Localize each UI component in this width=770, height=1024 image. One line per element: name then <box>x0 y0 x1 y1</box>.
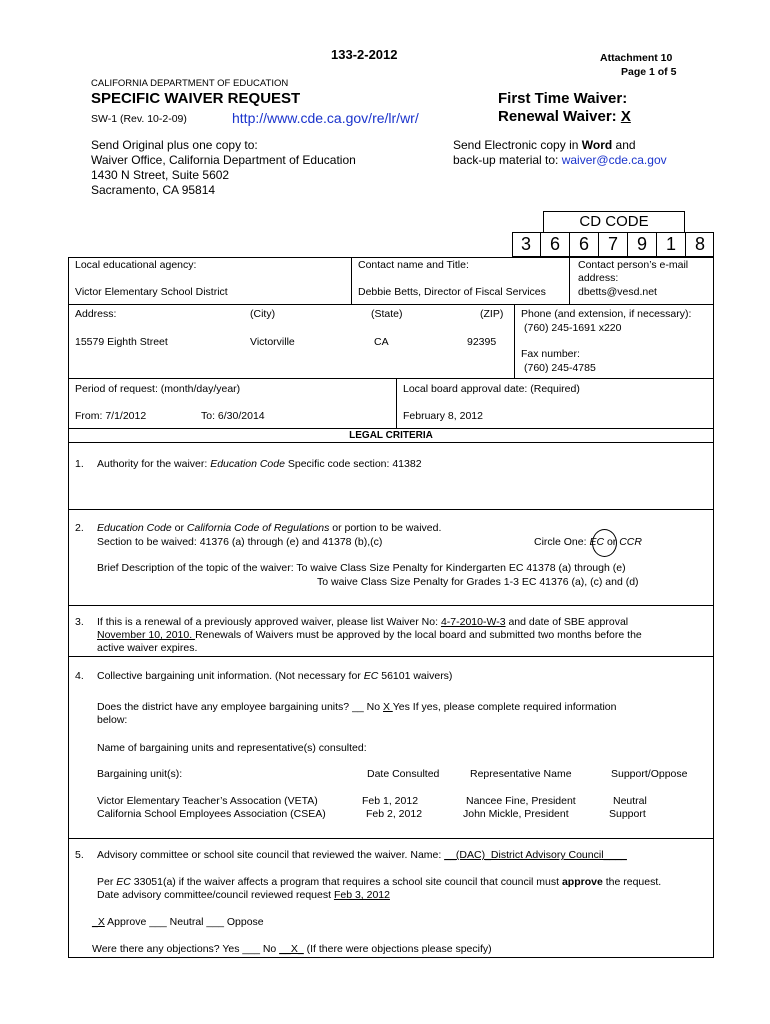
zip-value: 92395 <box>467 336 497 348</box>
send-original-line: Waiver Office, California Department of Education <box>91 153 356 167</box>
cd-code-digit: 1 <box>665 234 676 254</box>
col-bargaining-unit: Bargaining unit(s): <box>97 768 183 780</box>
bargaining-unit-name: California School Employees Association (CSEA) <box>97 808 326 820</box>
section-5-line-1: Advisory committee or school site council that reviewed the waiver. Name: __(DAC)_District Advisory Council____ <box>97 849 627 861</box>
council-review-date: Date advisory committee/council reviewed request Feb 3, 2012 <box>97 889 390 901</box>
section-2-line-2: Section to be waived: 41376 (a) through (e) and 41378 (b),(c) <box>97 536 383 548</box>
ccr-option: CCR <box>619 536 642 548</box>
section-4-line-1: Collective bargaining unit information. (Not necessary for EC 56101 waivers) <box>97 670 453 682</box>
board-approval-date: February 8, 2012 <box>403 410 483 422</box>
city-label: (City) <box>250 308 276 320</box>
brief-description-line-2: To waive Class Size Penalty for Grades 1-3 EC 41376 (a), (c) and (d) <box>317 576 639 588</box>
section-4-number: 4. <box>75 670 84 682</box>
first-time-waiver-label: First Time Waiver: <box>498 90 628 107</box>
send-original-line: Sacramento, CA 95814 <box>91 183 216 197</box>
ec-option: EC <box>589 536 605 548</box>
board-approval-label: Local board approval date: (Required) <box>403 383 580 395</box>
period-from: From: 7/1/2012 <box>75 410 147 422</box>
bargaining-date: Feb 2, 2012 <box>366 808 423 820</box>
contact-value: Debbie Betts, Director of Fiscal Services <box>358 286 546 298</box>
agency-label: Local educational agency: <box>75 259 197 271</box>
bargaining-question-line-2: below: <box>97 714 128 726</box>
cd-code-label: CD CODE <box>579 213 649 230</box>
bargaining-names-label: Name of bargaining units and representative(s) consulted: <box>97 742 367 754</box>
state-value: CA <box>374 336 389 348</box>
waiver-email-link[interactable]: waiver@cde.ca.gov <box>561 153 667 167</box>
bargaining-position: Neutral <box>613 795 647 807</box>
cde-waiver-link[interactable]: http://www.cde.ca.gov/re/lr/wr/ <box>232 110 419 126</box>
phone-value: (760) 245-1691 x220 <box>524 322 622 334</box>
cd-code-digit: 9 <box>636 234 647 254</box>
agency-value: Victor Elementary School District <box>75 286 228 298</box>
form-title: SPECIFIC WAIVER REQUEST <box>91 90 301 107</box>
objections-no-mark: __X_ <box>279 943 304 955</box>
council-review-date-value: Feb 3, 2012 <box>333 889 390 901</box>
bargaining-question: Does the district have any employee bargaining units? __ No X Yes If yes, please complete required information <box>97 701 617 713</box>
section-2-line-1: Education Code or California Code of Regulations or portion to be waived. <box>97 522 442 534</box>
cd-code-digit: 6 <box>578 234 589 254</box>
fax-label: Fax number: <box>521 348 580 360</box>
city-value: Victorville <box>250 336 295 348</box>
send-electronic-block <box>453 138 667 168</box>
street-value: 15579 Eighth Street <box>75 336 168 348</box>
advisory-council-name: __(DAC)_District Advisory Council____ <box>444 849 627 861</box>
department-name: CALIFORNIA DEPARTMENT OF EDUCATION <box>91 78 289 89</box>
email-value: dbetts@vesd.net <box>578 286 657 298</box>
page-indicator: Page 1 of 5 <box>621 66 677 78</box>
brief-description-line-1: Brief Description of the topic of the waiver: To waive Class Size Penalty for Kindergarten EC 41378 (a) through (e) <box>97 562 626 574</box>
form-revision: SW-1 (Rev. 10-2-09) <box>91 113 187 125</box>
section-5-number: 5. <box>75 849 84 861</box>
email-label: Contact person’s e-mail address: <box>578 259 689 284</box>
bargaining-unit-name: Victor Elementary Teacher’s Assocation (VETA) <box>97 795 318 807</box>
col-representative: Representative Name <box>470 768 572 780</box>
renewal-waiver-mark: X <box>620 108 631 125</box>
section-3-line-1: If this is a renewal of a previously approved waiver, please list Waiver No: 4-7-2010-W-3 and date of SBE approval <box>97 616 629 628</box>
cd-code-digit: 7 <box>607 234 618 254</box>
previous-waiver-number: 4-7-2010-W-3 <box>440 616 506 628</box>
phone-label: Phone (and extension, if necessary): <box>521 308 692 320</box>
cd-code-digit: 6 <box>549 234 560 254</box>
sbe-approval-date: November 10, 2010. <box>97 629 196 641</box>
contact-label: Contact name and Title: <box>358 259 469 271</box>
fax-value: (760) 245-4785 <box>524 362 596 374</box>
send-backup-line: back-up material to: waiver@cde.ca.gov <box>453 153 667 167</box>
col-date-consulted: Date Consulted <box>367 768 440 780</box>
bargaining-yes-mark: X <box>383 701 393 713</box>
cd-code-digit: 8 <box>694 234 705 254</box>
section-1-text: Authority for the waiver: Education Code Specific code section: 41382 <box>97 458 422 470</box>
section-3-line-3: active waiver expires. <box>97 642 198 654</box>
circle-one: Circle One: EC or CCR <box>534 536 642 548</box>
section-3-number: 3. <box>75 616 84 628</box>
address-label: Address: <box>75 308 117 320</box>
zip-label: (ZIP) <box>480 308 504 320</box>
objections-line: Were there any objections? Yes ___ No __X_ (If there were objections please specify) <box>92 943 492 955</box>
legal-criteria-heading: LEGAL CRITERIA <box>349 430 433 441</box>
council-position: _X Approve ___ Neutral ___ Oppose <box>92 916 264 928</box>
period-label: Period of request: (month/day/year) <box>75 383 241 395</box>
bargaining-date: Feb 1, 2012 <box>362 795 419 807</box>
bargaining-representative: Nancee Fine, President <box>466 795 576 807</box>
cd-code-digit: 3 <box>520 234 531 254</box>
section-5-per-ec: Per EC 33051(a) if the waiver affects a program that requires a school site council that council must approve the request. <box>97 876 662 888</box>
period-to: To: 6/30/2014 <box>201 410 265 422</box>
send-electronic-line: Send Electronic copy in Word and <box>453 138 636 152</box>
state-label: (State) <box>371 308 403 320</box>
send-original-line: Send Original plus one copy to: <box>91 138 258 152</box>
document-number: 133-2-2012 <box>331 47 398 62</box>
approve-mark: _X <box>92 916 105 928</box>
renewal-waiver-label: Renewal Waiver: X <box>498 108 631 125</box>
bargaining-representative: John Mickle, President <box>463 808 569 820</box>
ec-circle-mark <box>592 529 617 557</box>
section-3-line-2: November 10, 2010. Renewals of Waivers must be approved by the local board and submitted two months before the <box>97 629 642 641</box>
section-2-number: 2. <box>75 522 84 534</box>
section-1-number: 1. <box>75 458 84 470</box>
col-support-oppose: Support/Oppose <box>611 768 688 780</box>
send-original-line: 1430 N Street, Suite 5602 <box>91 168 230 182</box>
send-original-block <box>91 138 356 198</box>
bargaining-position: Support <box>609 808 646 820</box>
attachment-label: Attachment 10 <box>600 52 673 64</box>
